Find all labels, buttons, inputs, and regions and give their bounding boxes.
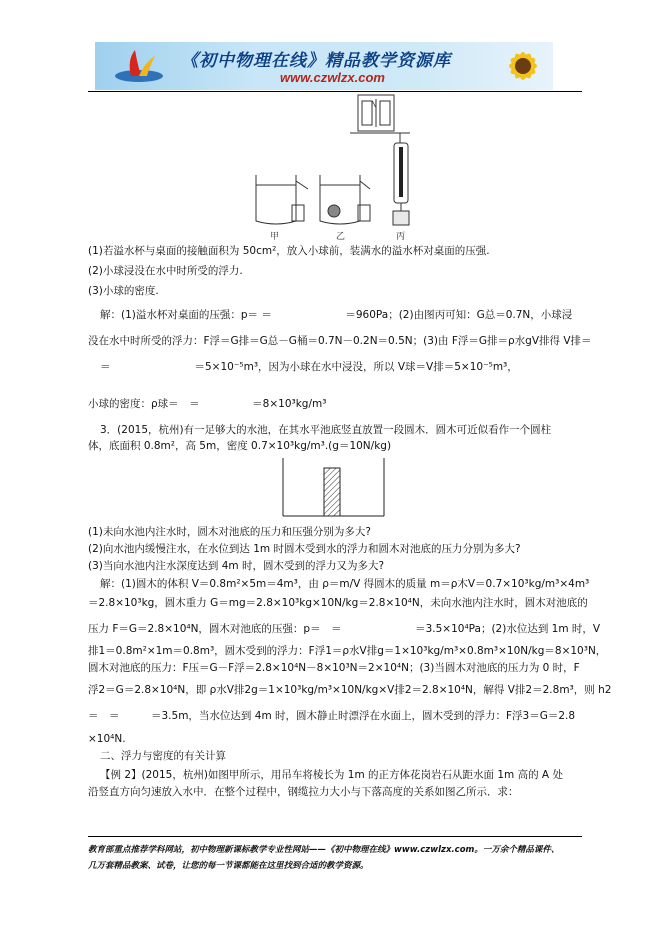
figure1-label-a: 甲 — [270, 232, 280, 242]
header-rule — [88, 91, 582, 92]
figure-pool-log — [280, 456, 388, 520]
example2-line-1: 【例 2】(2015，杭州)如图甲所示，用吊车将棱长为 1m 的正方体花岗岩石从距水面 1m 高的 A 处 — [100, 769, 563, 781]
figure-overflow-cup — [250, 93, 430, 243]
problem3-stem-line-1: 3．(2015，杭州)有一足够大的水池，在其水平池底竖直放置一段圆木．圆木可近似看作一个圆柱 — [100, 424, 552, 436]
sunflower-icon — [493, 42, 553, 90]
problem3-question-3: (3)当向水池内注水深度达到 4m 时，圆木受到的浮力又为多大? — [88, 560, 385, 572]
problem3-solution-line-3: 压力 F＝G＝2.8×10⁴N，圆木对池底的压强：p＝ ＝ ＝3.5×10⁴Pa；(2)水位达到 1m 时，V — [88, 623, 601, 635]
example2-line-2: 沿竖直方向匀速放入水中．在整个过程中，钢缆拉力大小与下落高度的关系如图乙所示．求： — [88, 786, 519, 798]
footer-line-1: 教育部重点推荐学科网站，初中物理新课标教学专业性网站——《初中物理在线》www.czwlzx.com。一万余个精品课件、 — [88, 845, 560, 855]
example1-solution-line-1: 解：(1)溢水杯对桌面的压强：p＝ ＝ ＝960Pa；(2)由图丙可知：G总＝0.7N，小球浸 — [100, 309, 573, 321]
figure1-label-b: 乙 — [336, 232, 346, 242]
problem3-question-1: (1)未向水池内注水时，圆木对池底的压力和压强分别为多大? — [88, 526, 371, 538]
problem3-solution-line-8: ×10⁴N. — [88, 733, 126, 745]
example1-solution-line-3: ＝ ＝5×10⁻⁵m³，因为小球在水中浸没，所以 V球＝V排＝5×10⁻⁵m³， — [100, 361, 518, 373]
example1-question-1: (1)若溢水杯与桌面的接触面积为 50cm²，放入小球前，装满水的溢水杯对桌面的压强. — [88, 245, 490, 257]
example1-solution-line-4: 小球的密度：ρ球＝ ＝ ＝8×10³kg/m³ — [88, 398, 327, 410]
header-banner — [95, 42, 553, 90]
problem3-stem-line-2: 体，底面积 0.8m²，高 5m，密度 0.7×10³kg/m³.(g＝10N/kg) — [88, 440, 392, 452]
footer-rule — [88, 836, 582, 837]
problem3-solution-line-7: ＝ ＝ ＝3.5m，当水位达到 4m 时，圆木静止时漂浮在水面上，圆木受到的浮力：F浮3＝G＝2.8 — [88, 710, 576, 722]
banner-url: www.czwlzx.com — [280, 70, 385, 85]
figure1-label-c: 丙 — [396, 232, 406, 242]
example1-question-2: (2)小球浸没在水中时所受的浮力. — [88, 265, 243, 277]
banner-title: 《初中物理在线》精品教学资源库 — [181, 51, 451, 71]
problem3-solution-line-4: 排1＝0.8m²×1m＝0.8m³，圆木受到的浮力：F浮1＝ρ水V排g＝1×10³kg/m³×0.8m³×10N/kg＝8×10³N， — [88, 645, 607, 657]
problem3-solution-line-2: ＝2.8×10³kg，圆木重力 G＝mg＝2.8×10³kg×10N/kg＝2.8×10⁴N，未向水池内注水时，圆木对池底的 — [88, 597, 588, 609]
footer-line-2: 几万套精品教案、试卷，让您的每一节课都能在这里找到合适的教学资源。 — [88, 861, 369, 871]
problem3-solution-line-1: 解：(1)圆木的体积 V＝0.8m²×5m＝4m³，由 ρ＝m/V 得圆木的质量 m＝ρ木V＝0.7×10³kg/m³×4m³ — [100, 578, 590, 590]
problem3-solution-line-6: 浮2＝G＝2.8×10⁴N，即 ρ水V排2g＝1×10³kg/m³×10N/kg×V排2＝2.8×10⁴N，解得 V排2＝2.8m³，则 h2 — [88, 684, 612, 696]
site-logo-icon — [109, 46, 169, 86]
example1-solution-line-2: 没在水中时所受的浮力：F浮＝G排＝G总－G桶＝0.7N－0.2N＝0.5N；(3)由 F浮＝G排＝ρ水gV排得 V排＝ — [88, 335, 592, 347]
problem3-solution-line-5: 圆木对池底的压力：F压＝G－F浮＝2.8×10⁴N－8×10³N＝2×10⁴N；(3)当圆木对池底的压力为 0 时，F — [88, 662, 580, 674]
example1-question-3: (3)小球的密度. — [88, 285, 159, 297]
section2-heading: 二、浮力与密度的有关计算 — [100, 750, 226, 762]
problem3-question-2: (2)向水池内缓慢注水，在水位到达 1m 时圆木受到水的浮力和圆木对池底的压力分别为多大? — [88, 543, 521, 555]
figure1-mark: N — [371, 100, 377, 109]
